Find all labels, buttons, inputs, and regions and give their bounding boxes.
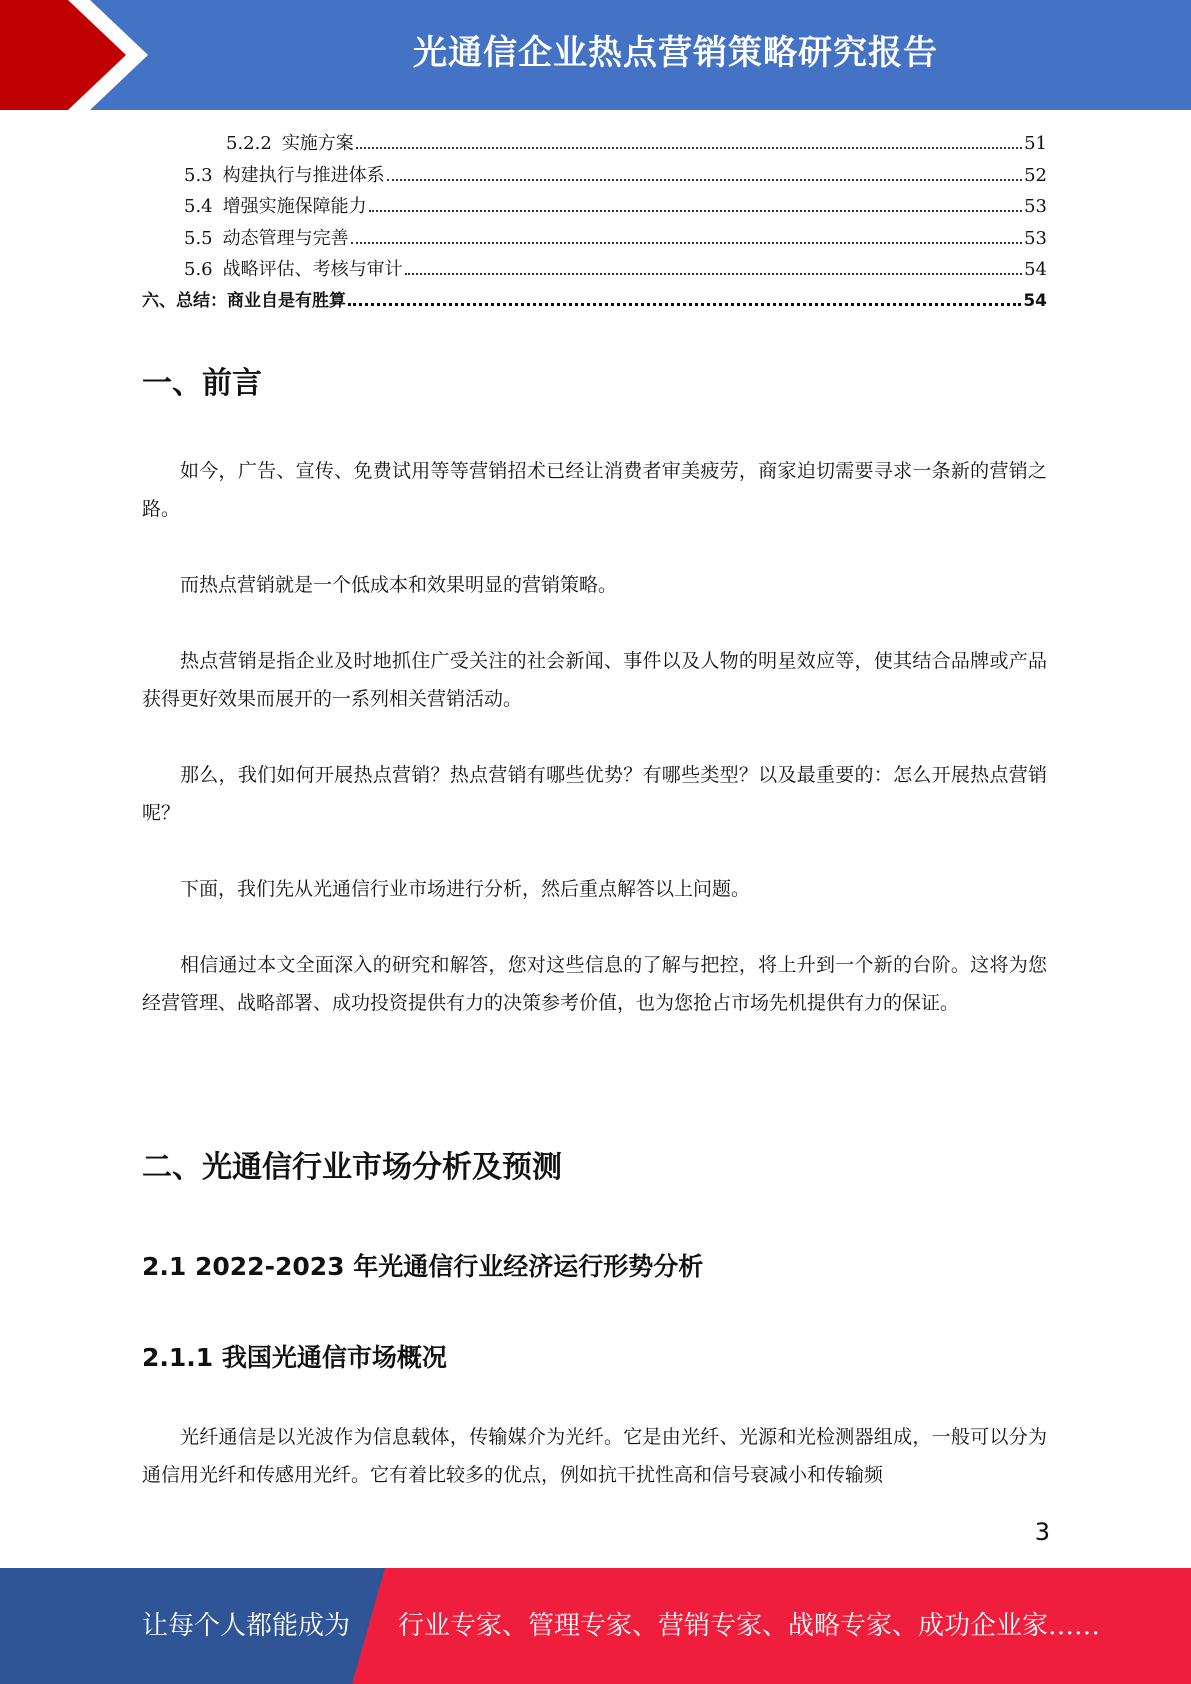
toc-entry-page: 51 [1024,133,1047,154]
page-header [0,0,1191,110]
paragraph: 那么，我们如何开展热点营销？热点营销有哪些优势？有哪些类型？以及最重要的：怎么开展热点营销呢？ [142,764,1047,824]
subsubsection-heading: 2.1.1 我国光通信市场概况 [142,1343,447,1372]
toc-entry[interactable] [142,223,1047,255]
toc-entry-page: 53 [1024,196,1047,217]
toc-entry-text: 实施方案 [281,133,354,154]
table-of-contents [142,128,1047,317]
toc-entry-text: 构建执行与推进体系 [222,164,385,186]
toc-entry-number: 5.3 [184,164,213,186]
header-arrow-decoration [0,0,200,110]
paragraph: 而热点营销就是一个低成本和效果明显的营销策略。 [180,574,618,596]
toc-entry-text: 六、总结：商业自是有胜算 [142,290,346,311]
report-title: 光通信企业热点营销策略研究报告 [413,33,938,73]
toc-leader-dots [387,179,1022,181]
toc-leader-dots [369,210,1022,212]
toc-entry-page: 54 [1024,259,1047,280]
toc-entry-number: 5.6 [184,259,213,280]
toc-entry-text: 战略评估、考核与审计 [222,259,403,280]
toc-leader-dots [405,273,1022,275]
page-footer [0,1568,1191,1684]
section-heading-market-analysis: 二、光通信行业市场分析及预测 [142,1150,562,1185]
subsection-heading: 2.1 2022-2023 年光通信行业经济运行形势分析 [142,1252,704,1281]
page-number: 3 [1034,1518,1050,1546]
toc-entry-page: 54 [1023,290,1047,311]
toc-entry[interactable] [142,191,1047,223]
toc-entry[interactable] [142,128,1047,160]
paragraph: 热点营销是指企业及时地抓住广受关注的社会新闻、事件以及人物的明星效应等，使其结合品牌或产品获得更好效果而展开的一系列相关营销活动。 [142,650,1047,710]
toc-entry-page: 52 [1024,164,1047,186]
toc-entry[interactable] [142,254,1047,286]
section-heading-preface: 一、前言 [142,366,262,401]
paragraph: 如今，广告、宣传、免费试用等等营销招术已经让消费者审美疲劳，商家迫切需要寻求一条新的营销之路。 [142,460,1047,520]
toc-entry-chapter[interactable] [142,286,1047,318]
toc-leader-dots [351,242,1022,244]
toc-entry-page: 53 [1024,227,1047,249]
toc-entry-number: 5.5 [184,227,213,249]
toc-leader-dots [356,147,1022,149]
paragraph: 相信通过本文全面深入的研究和解答，您对这些信息的了解与把控，将上升到一个新的台阶。这将为您经营管理、战略部署、成功投资提供有力的决策参考价值，也为您抢占市场先机提供有力的保证。 [142,954,1047,1014]
footer-slogan-right: 行业专家、管理专家、营销专家、战略专家、成功企业家…… [398,1611,1101,1641]
toc-leader-dots [348,303,1021,306]
footer-slogan-left: 让每个人都能成为 [142,1611,351,1641]
toc-entry[interactable] [142,160,1047,192]
paragraph: 下面，我们先从光通信行业市场进行分析，然后重点解答以上问题。 [180,878,751,900]
paragraph: 光纤通信是以光波作为信息载体，传输媒介为光纤。它是由光纤、光源和光检测器组成，一般可以分为通信用光纤和传感用光纤。它有着比较多的优点，例如抗干扰性高和信号衰减小和传输频 [142,1426,1047,1486]
toc-entry-text: 增强实施保障能力 [222,196,367,217]
toc-entry-text: 动态管理与完善 [222,227,349,249]
toc-entry-number: 5.4 [184,196,213,217]
toc-entry-number: 5.2.2 [226,133,272,154]
